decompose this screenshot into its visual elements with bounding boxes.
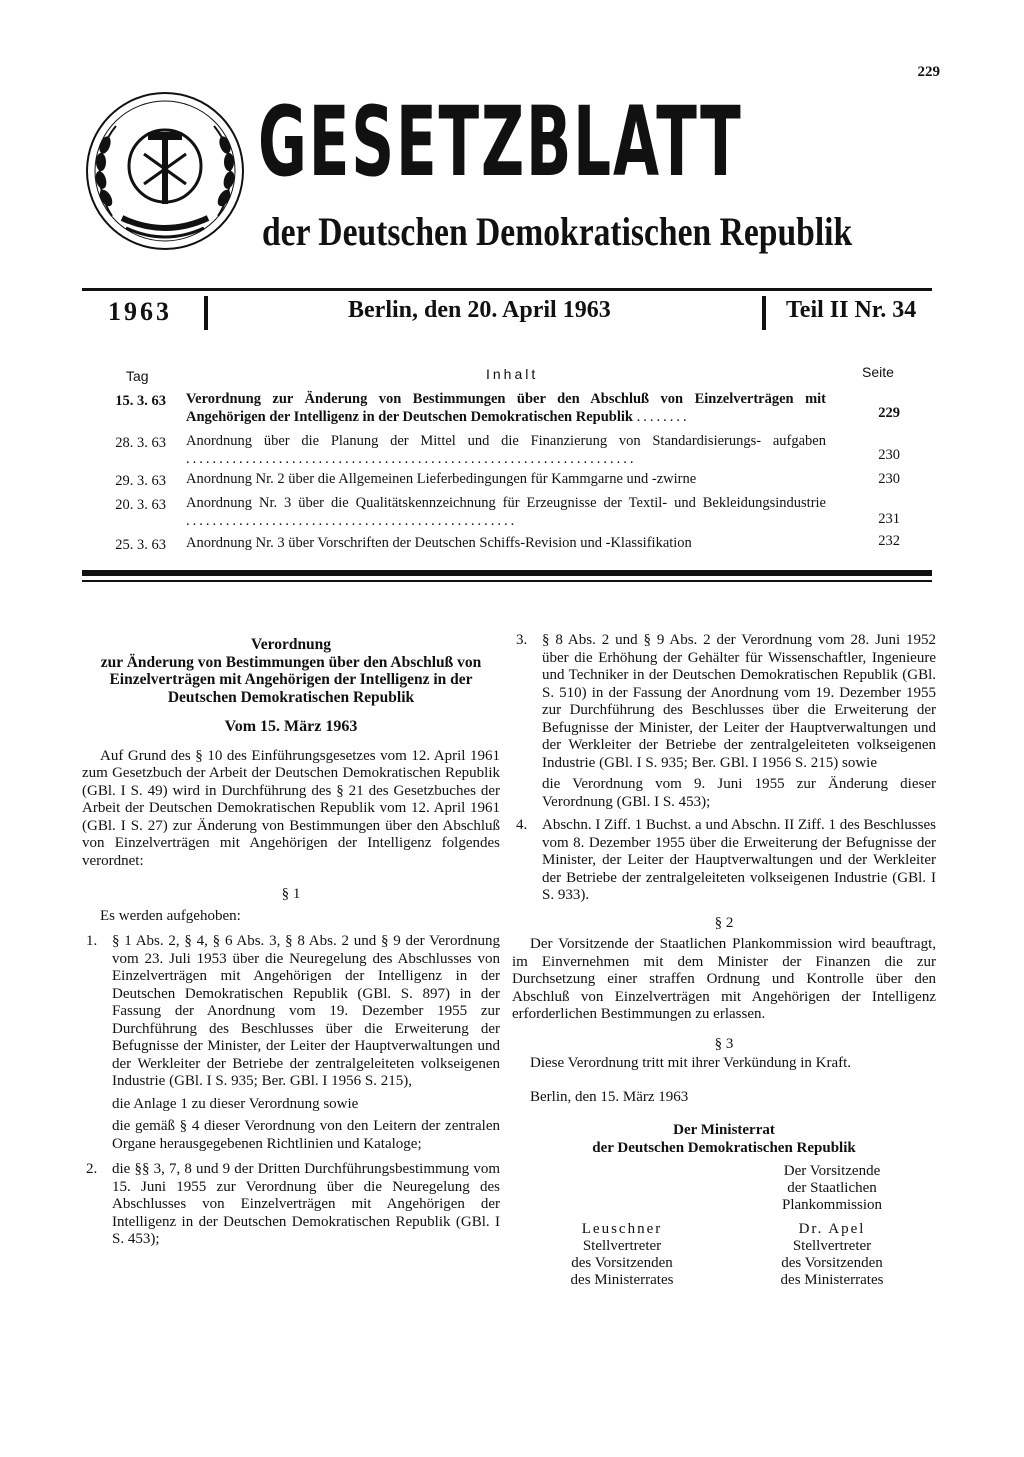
document-date: Vom 15. März 1963 [224,718,358,735]
list-item: 3. § 8 Abs. 2 und § 9 Abs. 2 der Verordnung vom 28. Juni 1952 über die Erhöhung der Gehälter für Wissenschaftler, Ingenieure und Techniker in der Deutschen Demokratischen Republik (GBl. S. 510) in der Fassung der Anordnung vom 19. Dezember 1955 zur Durchführung des Beschlusses über die Erweiterung der Befugnisse der Minister, der Leiter der Hauptverwaltungen und der Werkleiter der Betriebe der zentralgeleiteten volkseigenen Industrie (GBl. I S. 935; Ber. GBl. I 1956 S. 215) sowie die Verordnung vom 9. Juni 1955 zur Änderung dieser Verordnung (GBl. I S. 453); [516,632,936,810]
left-column [82,636,500,1249]
list-item: 2. die §§ 3, 7, 8 und 9 der Dritten Durchführungsbestimmung vom 15. Juni 1955 zur Verordnung über die Neuregelung des Abschlusses von Einzelverträgen mit Angehörigen der Intelligenz in der Deutschen Demokratischen Republik (GBl. I S. 453); [86,1161,500,1247]
toc-row [100,470,910,490]
toc-page: 229 [878,405,900,421]
toc-title: Anordnung Nr. 3 über Vorschriften der Deutschen Schiffs-Revision und -Klassifikation [186,535,692,551]
section-rule [82,580,932,582]
gdr-state-emblem-icon [82,88,248,254]
toc-title-header: Inhalt [486,366,539,382]
toc-page: 231 [878,511,900,527]
section-text: Der Vorsitzende der Staatlichen Plankommission wird beauftragt, im Einvernehmen mit dem Minister der Finanzen die zur Durchsetzung einer straffen Ordnung und Kontrolle über den Abschluß von Einzelverträgen mit Angehörigen der Intelligenz erforderlichen Bestimmungen zu erlassen. [512,936,936,1022]
toc-row [100,432,910,470]
toc-page: 232 [878,533,900,549]
list-item: 4. Abschn. I Ziff. 1 Buchst. a und Abschn. II Ziff. 1 des Beschlusses vom 8. Dezember 1955 über die Erweiterung der Befugnisse der Minister, der Leiter der Hauptverwaltungen und der Werkleiter der Betriebe der zentralgeleiteten volkseigenen Industrie (GBl. I S. 933). [516,817,936,903]
toc-title: Verordnung zur Änderung von Bestimmungen über den Abschluß von Einzelverträgen mit Angehörigen der Intelligenz in der Deutschen Demokratischen Republik ........ [186,391,826,425]
issue-year: 1963 [108,297,172,326]
toc-day-header: Tag [126,368,149,384]
toc-title: Anordnung Nr. 3 über die Qualitätskennzeichnung für Erzeugnisse der Textil- und Bekleidungsindustrie .................................................. [186,495,826,529]
list-item: 1. § 1 Abs. 2, § 4, § 6 Abs. 3, § 8 Abs. 2 und § 9 der Verordnung vom 23. Juli 1953 über die Neuregelung des Abschlusses von Einzelverträgen mit Angehörigen der Intelligenz in der Deutschen Demokratischen Republik (GBl. S. 897) in der Fassung der Anordnung vom 19. Dezember 1955 zur Durchführung des Beschlusses über die Erweiterung der Befugnisse der Minister, der Leiter der Hauptverwaltungen und der Werkleiter der Betriebe der zentralgeleiteten volkseigenen Industrie (GBl. I S. 935; Ber. GBl. I 1956 S. 215), die Anlage 1 zu dieser Verordnung sowie die gemäß § 4 dieser Verordnung von den Leitern der zentralen Organe herausgegebenen Richtlinien und Kataloge; [86,933,500,1152]
page-number: 229 [917,64,940,80]
signature-block [512,1163,936,1293]
section-heading: § 3 [714,1035,734,1052]
issuer-line: der Deutschen Demokratischen Republik [592,1139,856,1156]
toc-row [100,534,910,554]
issue-date: Berlin, den 20. April 1963 [348,297,611,323]
toc-page: 230 [878,471,900,487]
masthead-title: GESETZBLATT [258,86,743,198]
toc-page-header: Seite [862,364,894,380]
masthead-subtitle: der Deutschen Demokratischen Republik [262,209,853,254]
toc-day: 28. 3. 63 [115,435,166,451]
toc-title: Anordnung Nr. 2 über die Allgemeinen Lieferbedingungen für Kammgarne und -zwirne [186,471,697,487]
signatory-left: Leuschner Stellvertreter des Vorsitzenden des Ministerrates [570,1221,674,1288]
issuer-line: Der Ministerrat [673,1122,775,1138]
issue-divider [204,296,208,330]
section-heading: § 2 [714,914,734,931]
toc-day: 15. 3. 63 [115,393,166,409]
document-type: Verordnung [250,636,332,653]
toc-day: 25. 3. 63 [115,537,166,553]
issue-part: Teil II Nr. 34 [786,297,917,323]
toc-page: 230 [878,447,900,463]
signatory-right: Dr. Apel Stellvertreter des Vorsitzenden des Ministerrates [780,1221,884,1288]
document-title: zur Änderung von Bestimmungen über den Abschluß von Einzelverträgen mit Angehörigen der Intelligenz in der Deutschen Demokratischen Republik [100,653,482,706]
toc-title: Anordnung über die Planung der Mittel und die Finanzierung von Standardisierungs- aufgaben .................................................................... [186,433,826,467]
issue-divider [762,296,766,330]
signatory-title: Der Vorsitzende der Staatlichen Plankommission [781,1163,882,1213]
section-heading: § 1 [281,886,301,902]
section-intro: Es werden aufgehoben: [100,907,241,924]
toc-day: 29. 3. 63 [115,473,166,489]
preamble: Auf Grund des § 10 des Einführungsgesetzes vom 12. April 1961 zum Gesetzbuch der Arbeit der Deutschen Demokratischen Republik (GBl. I S. 49) wird in Durchführung des § 21 des Gesetzbuches der Arbeit der Deutschen Demokratischen Republik vom 12. April 1961 (GBl. I S. 27) zur Änderung von Bestimmungen über den Abschluß von Einzelverträgen mit Angehörigen der Intelligenz folgendes verordnet: [82,747,500,869]
toc-row [100,494,910,532]
toc-row [100,390,910,430]
section-rule [82,570,932,576]
right-column [512,632,936,1293]
place-date: Berlin, den 15. März 1963 [530,1088,689,1105]
section-text: Diese Verordnung tritt mit ihrer Verkündung in Kraft. [530,1055,852,1071]
toc-day: 20. 3. 63 [115,497,166,513]
